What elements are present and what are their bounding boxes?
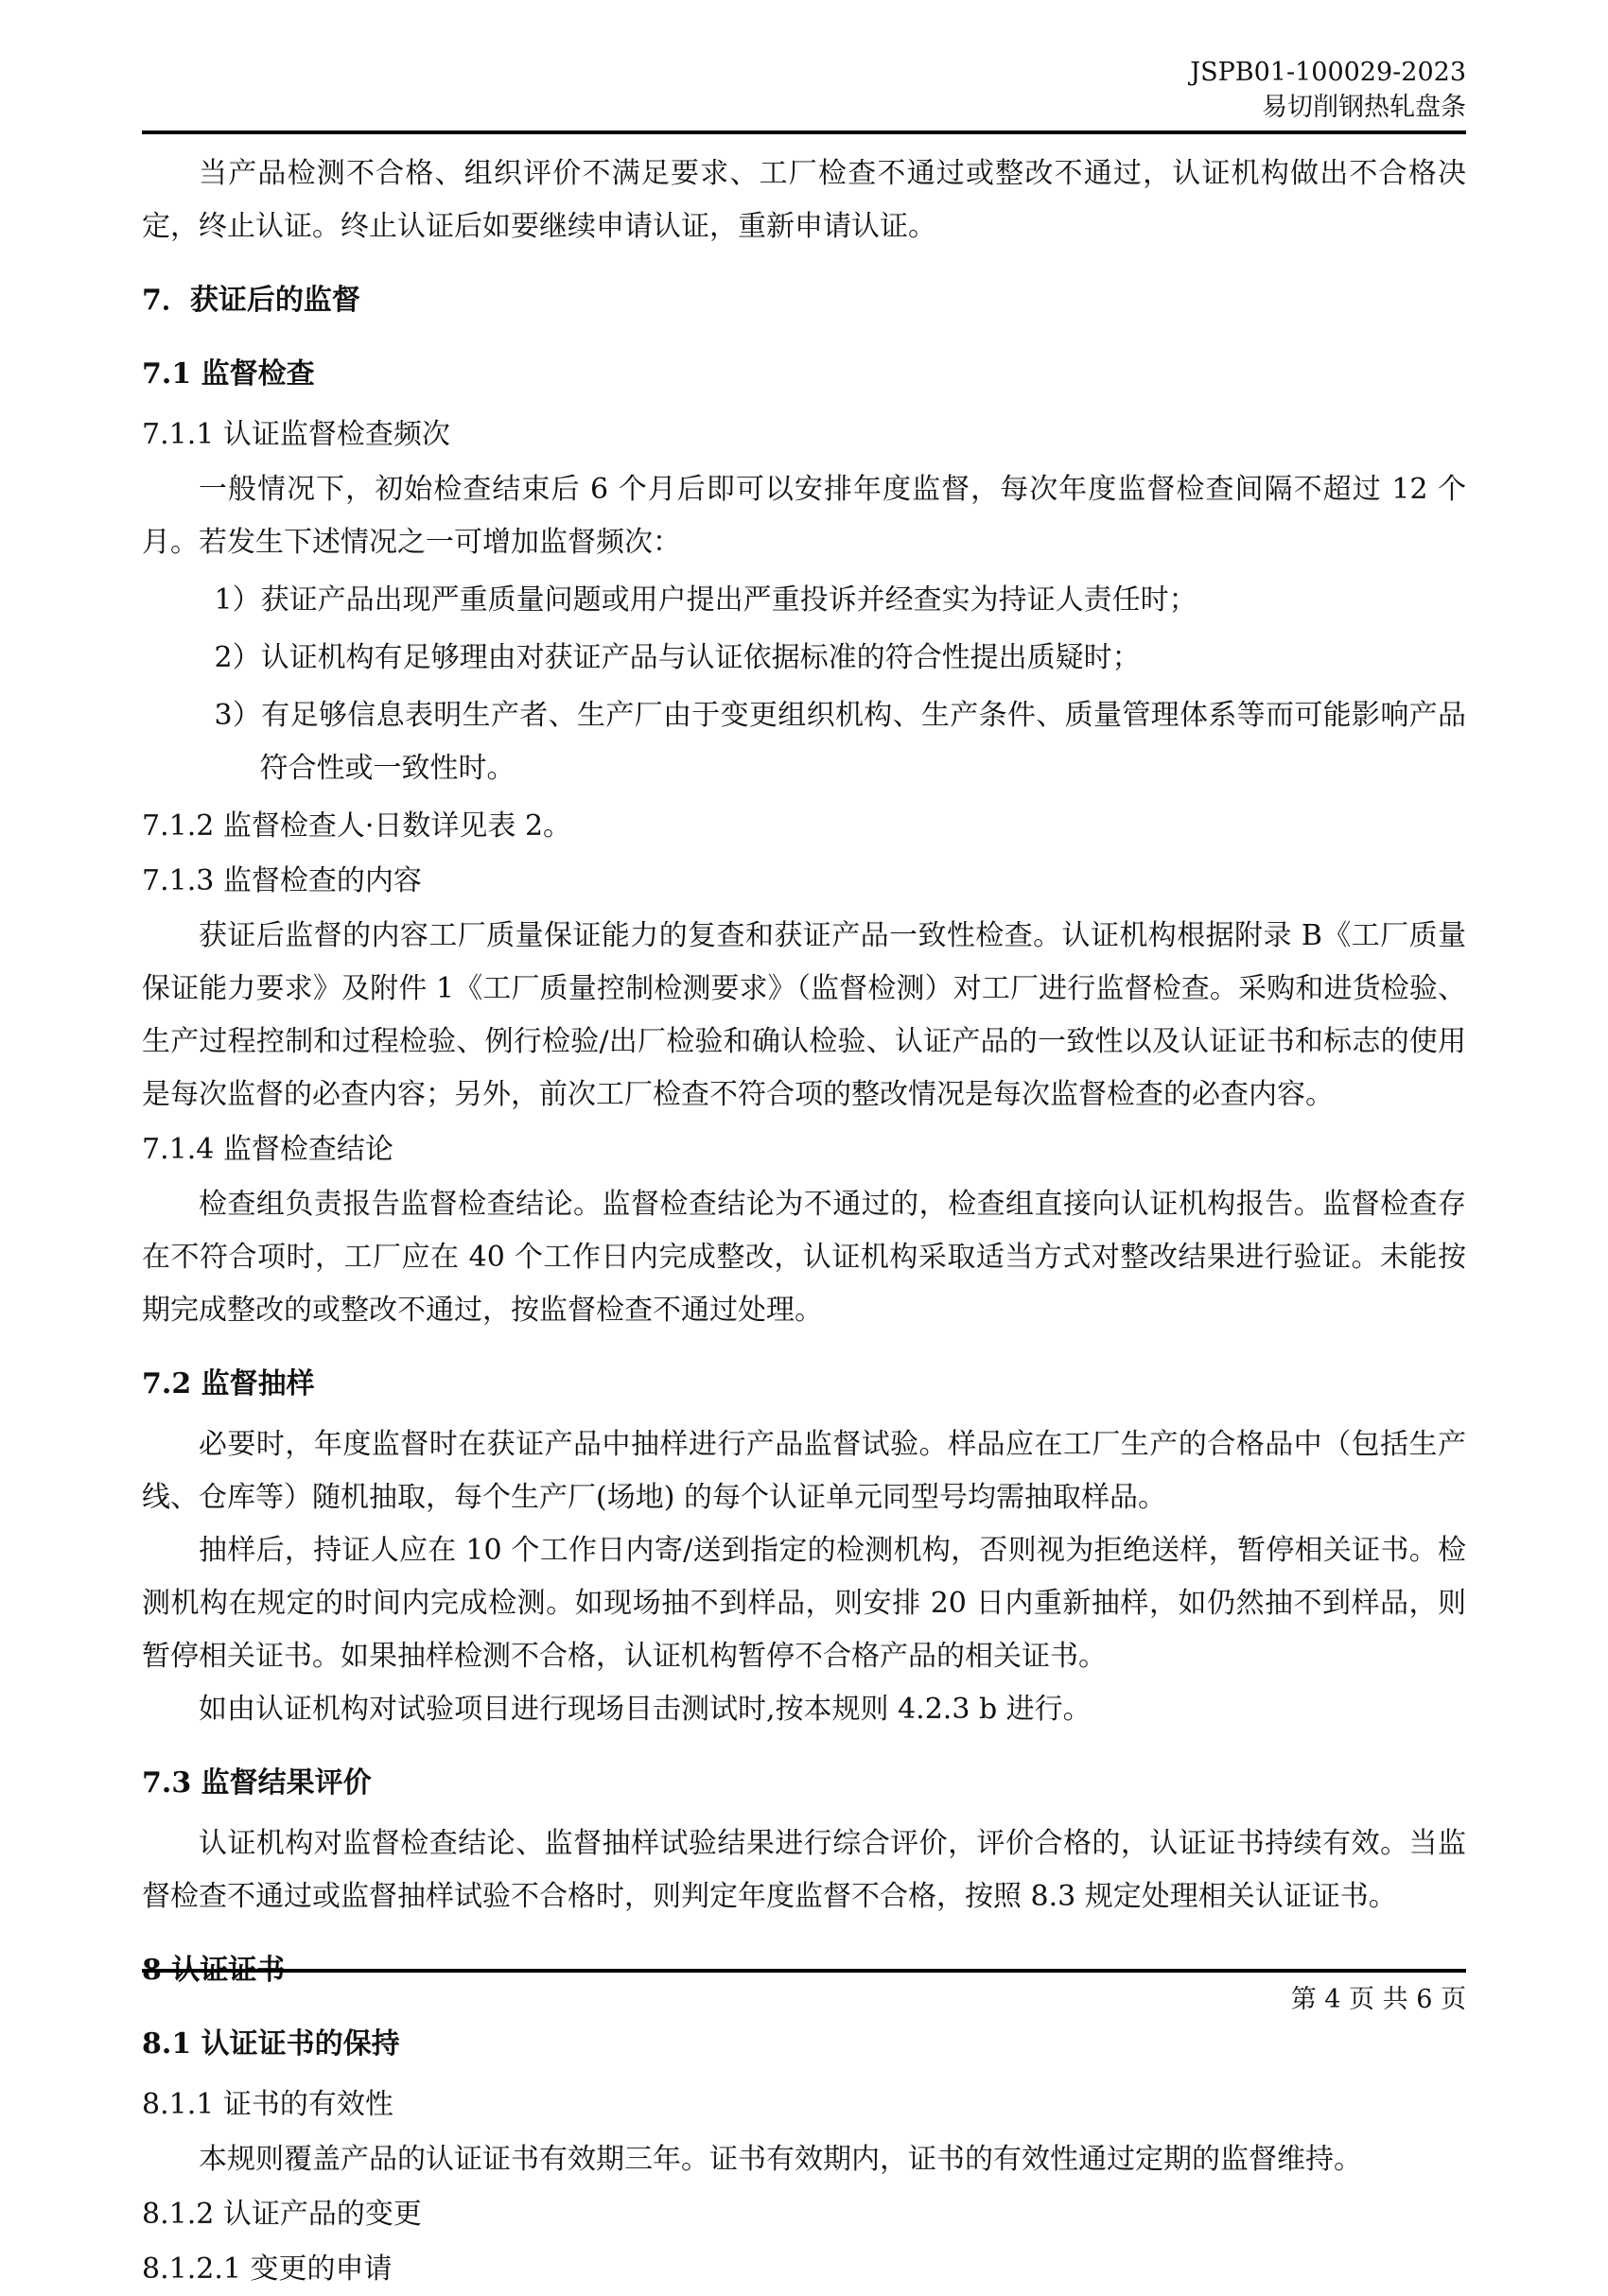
paragraph: 必要时，年度监督时在获证产品中抽样进行产品监督试验。样品应在工厂生产的合格品中（包括生产线、仓库等）随机抽取，每个生产厂(场地) 的每个认证单元同型号均需抽取样品。 — [142, 1428, 1466, 1514]
page-footer — [142, 1969, 1466, 2015]
paragraph: 一般情况下，初始检查结束后 6 个月后即可以安排年度监督，每次年度监督检查间隔不超过 12 个月。若发生下述情况之一可增加监督频次： — [142, 473, 1466, 559]
paragraph: 检查组负责报告监督检查结论。监督检查结论为不通过的，检查组直接向认证机构报告。监督检查存在不符合项时，工厂应在 40 个工作日内完成整改，认证机构采取适当方式对整改结果进行验证。未能按期完成整改的或整改不通过，按监督检查不通过处理。 — [142, 1188, 1466, 1327]
section-heading: 7.1 监督检查 — [142, 357, 315, 391]
paragraph: 当产品检测不合格、组织评价不满足要求、工厂检查不通过或整改不通过，认证机构做出不合格决定，终止认证。终止认证后如要继续申请认证，重新申请认证。 — [142, 157, 1466, 243]
document-title: 易切削钢热轧盘条 — [1262, 93, 1466, 122]
document-number: JSPB01-100029-2023 — [1190, 58, 1466, 87]
list-number: 1） — [214, 583, 261, 617]
sub-heading: 7.1.4 监督检查结论 — [142, 1133, 393, 1166]
list-item: 3）有足够信息表明生产者、生产厂由于变更组织机构、生产条件、质量管理体系等而可能影响产品符合性或一致性时。 — [214, 699, 1467, 785]
sub-heading: 7.1.2 监督检查人·日数详见表 2。 — [142, 809, 572, 843]
list-number: 3） — [214, 699, 262, 732]
paragraph: 获证后监督的内容工厂质量保证能力的复查和获证产品一致性检查。认证机构根据附录 B《工厂质量保证能力要求》及附件 1《工厂质量控制检测要求》（监督检测）对工厂进行监督检查。采购和进货检验、生产过程控制和过程检验、例行检验/出厂检验和确认检验、认证产品的一致性以及认证证书和标志的使用是每次监督的必查内容；另外，前次工厂检查不符合项的整改情况是每次监督检查的必查内容。 — [142, 919, 1466, 1111]
paragraph: 如由认证机构对试验项目进行现场目击测试时,按本规则 4.2.3 b 进行。 — [199, 1693, 1092, 1726]
sub-heading: 8.1.1 证书的有效性 — [142, 2088, 393, 2121]
list-item: 1）获证产品出现严重质量问题或用户提出严重投诉并经查实为持证人责任时； — [214, 583, 1197, 617]
paragraph: 抽样后，持证人应在 10 个工作日内寄/送到指定的检测机构，否则视为拒绝送样，暂停相关证书。检测机构在规定的时间内完成检测。如现场抽不到样品，则安排 20 日内重新抽样，如仍然抽不到样品，则暂停相关证书。如果抽样检测不合格，认证机构暂停不合格产品的相关证书。 — [142, 1534, 1466, 1673]
section-heading: 8.1 认证证书的保持 — [142, 2027, 400, 2061]
section-heading: 7．获证后的监督 — [142, 284, 360, 317]
section-heading: 8 认证证书 — [142, 1954, 286, 1987]
sub-heading: 8.1.2 认证产品的变更 — [142, 2198, 422, 2231]
section-heading: 7.3 监督结果评价 — [142, 1766, 372, 1800]
paragraph: 本规则覆盖产品的认证证书有效期三年。证书有效期内，证书的有效性通过定期的监督维持。 — [199, 2143, 1362, 2176]
sub-heading: 7.1.1 认证监督检查频次 — [142, 418, 450, 451]
list-item: 2）认证机构有足够理由对获证产品与认证依据标准的符合性提出质疑时； — [214, 641, 1141, 674]
list-number: 2） — [214, 641, 261, 674]
sub-heading: 7.1.3 监督检查的内容 — [142, 864, 422, 897]
paragraph: 认证机构对监督检查结论、监督抽样试验结果进行综合评价，评价合格的，认证证书持续有效。当监督检查不通过或监督抽样试验不合格时，则判定年度监督不合格，按照 8.3 规定处理相关认证证书。 — [142, 1827, 1466, 1913]
sub-heading: 8.1.2.1 变更的申请 — [142, 2253, 393, 2286]
page-number: 第 4 页 共 6 页 — [1290, 1985, 1466, 2014]
section-heading: 7.2 监督抽样 — [142, 1367, 315, 1400]
page-header — [142, 55, 1466, 134]
